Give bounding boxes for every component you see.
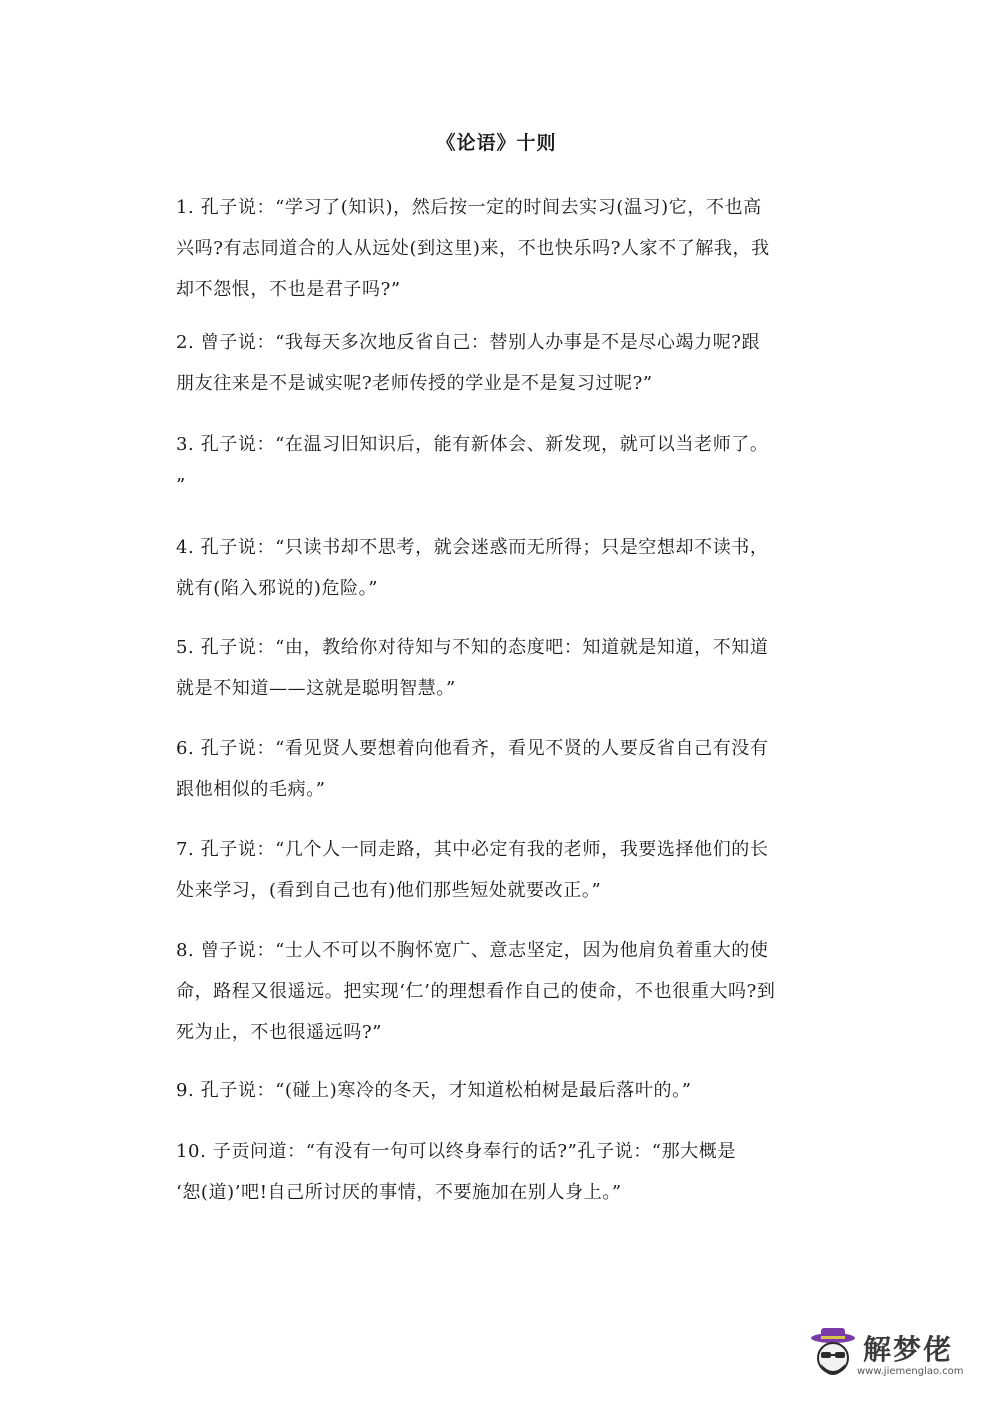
paragraph-line: 4. 孔子说：“只读书却不思考，就会迷惑而无所得；只是空想却不读书， xyxy=(176,537,769,558)
paragraph-1 xyxy=(176,187,856,310)
paragraph-line: 兴吗?有志同道合的人从远处(到这里)来，不也快乐吗?人家不了解我，我 xyxy=(176,238,770,259)
paragraph-line: 跟他相似的毛病。” xyxy=(176,779,326,800)
paragraph-line: 就有(陷入邪说的)危险。” xyxy=(176,578,379,599)
paragraph-line: 却不怨恨，不也是君子吗?” xyxy=(176,279,401,300)
paragraph-line: 9. 孔子说：“(碰上)寒冷的冬天，才知道松柏树是最后落叶的。” xyxy=(176,1080,692,1101)
paragraph-line: 死为止，不也很遥远吗?” xyxy=(176,1022,383,1043)
watermark-name: 解梦佬 xyxy=(863,1333,954,1366)
paragraph-line: 8. 曾子说：“士人不可以不胸怀宽广、意志坚定，因为他肩负着重大的使 xyxy=(176,940,769,961)
paragraph-8 xyxy=(176,930,856,1053)
paragraph-line: 处来学习，(看到自己也有)他们那些短处就要改正。” xyxy=(176,880,602,901)
paragraph-line: 朋友往来是不是诚实呢?老师传授的学业是不是复习过呢?” xyxy=(176,373,653,394)
paragraph-line: 2. 曾子说：“我每天多次地反省自己：替别人办事是不是尽心竭力呢?跟 xyxy=(176,332,761,353)
paragraph-5 xyxy=(176,627,856,709)
paragraph-9 xyxy=(176,1070,856,1111)
paragraph-line: 6. 孔子说：“看见贤人要想着向他看齐，看见不贤的人要反省自己有没有 xyxy=(176,738,769,759)
paragraph-4 xyxy=(176,527,856,609)
paragraph-2 xyxy=(176,322,856,404)
paragraph-6 xyxy=(176,728,856,810)
paragraph-line: 3. 孔子说：“在温习旧知识后，能有新体会、新发现，就可以当老师了。 xyxy=(176,434,769,455)
document-title: 《论语》十则 xyxy=(436,132,557,154)
paragraph-line: 7. 孔子说：“几个人一同走路，其中必定有我的老师，我要选择他们的长 xyxy=(176,839,769,860)
watermark-logo xyxy=(807,1324,975,1386)
paragraph-line: 5. 孔子说：“由，教给你对待知与不知的态度吧：知道就是知道，不知道 xyxy=(176,637,769,658)
watermark-url: www.jiemenglao.com xyxy=(857,1366,964,1377)
paragraph-7 xyxy=(176,829,856,911)
paragraph-3 xyxy=(176,424,856,506)
paragraph-line: ” xyxy=(176,475,186,496)
mascot-face-icon xyxy=(807,1324,859,1380)
paragraph-line: ‘恕(道)’吧!自己所讨厌的事情，不要施加在别人身上。” xyxy=(176,1182,622,1203)
paragraph-line: 命，路程又很遥远。把实现‘仁’的理想看作自己的使命，不也很重大吗?到 xyxy=(176,981,776,1002)
paragraph-line: 10. 子贡问道：“有没有一句可以终身奉行的话?”孔子说：“那大概是 xyxy=(176,1141,737,1162)
paragraph-10 xyxy=(176,1131,856,1213)
paragraph-line: 1. 孔子说：“学习了(知识)，然后按一定的时间去实习(温习)它，不也高 xyxy=(176,197,762,218)
paragraph-line: 就是不知道——这就是聪明智慧。” xyxy=(176,678,456,699)
